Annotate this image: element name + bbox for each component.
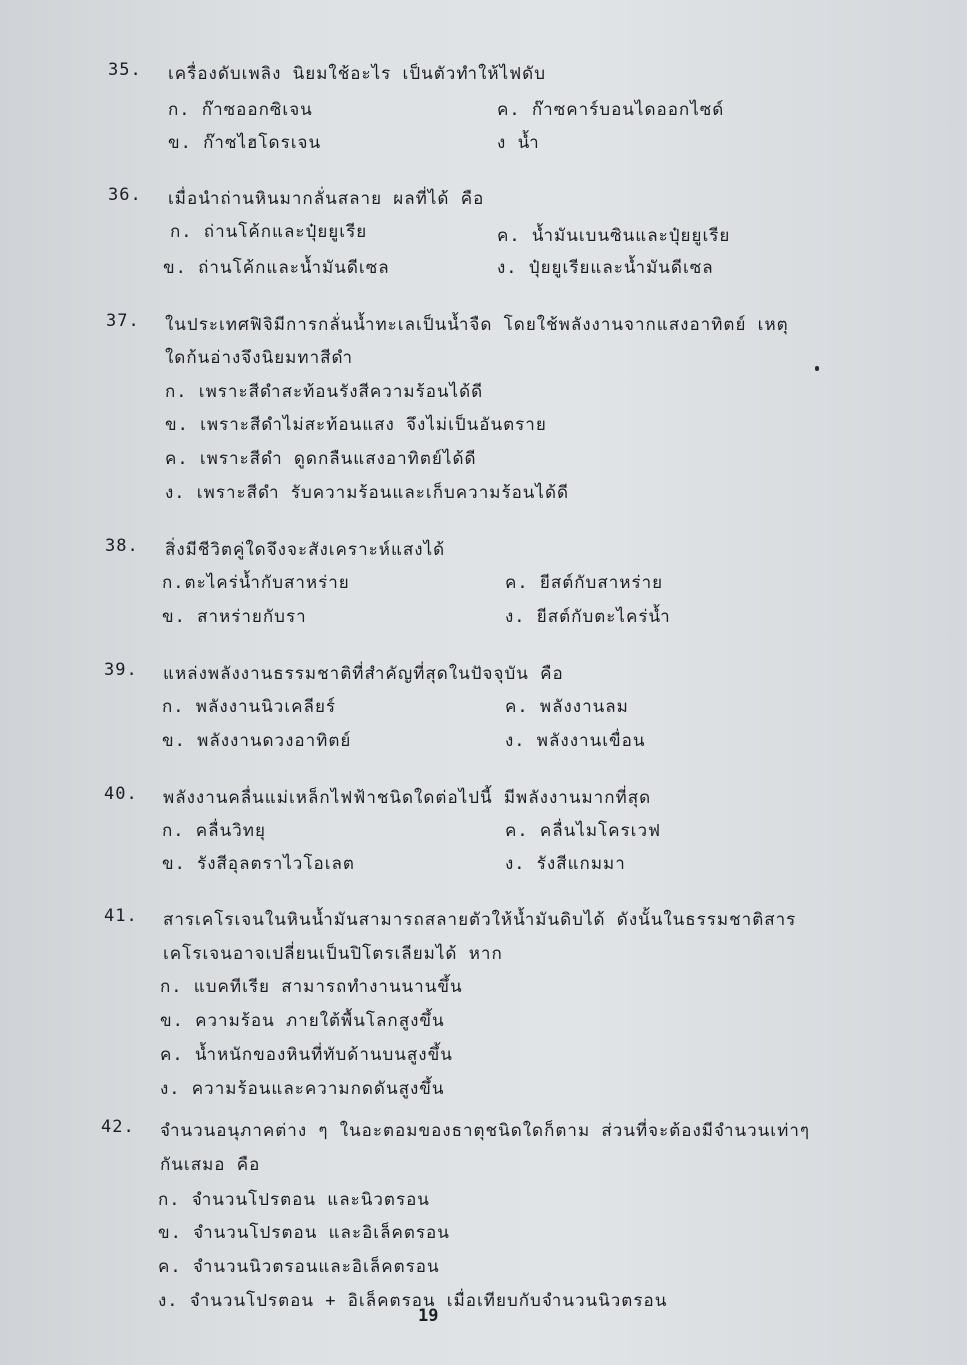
question-number: 37. [106, 311, 140, 331]
option-kho: ข. สาหร่ายกับรา [162, 607, 307, 627]
option-ngo: ง. จำนวนโปรตอน + อิเล็คตรอน เมื่อเทียบกับจำนวนนิวตรอน [158, 1291, 668, 1311]
option-ka: ก.ตะไคร่น้ำกับสาหร่าย [162, 573, 350, 593]
option-kho-khwai: ค. จำนวนนิวตรอนและอิเล็คตรอน [158, 1257, 440, 1277]
question-stem: เมื่อนำถ่านหินมากลั่นสลาย ผลที่ได้ คือ [168, 189, 485, 209]
option-kho-khwai: ค. คลื่นไมโครเวฟ [505, 821, 662, 841]
question-number: 39. [104, 660, 138, 680]
question-number: 35. [108, 60, 142, 80]
option-ngo: ง. ความร้อนและความกดดันสูงขึ้น [160, 1079, 445, 1099]
option-ngo: ง. ยีสต์กับตะไคร่น้ำ [505, 607, 671, 627]
question-number: 36. [108, 185, 142, 205]
question-number: 40. [104, 784, 138, 804]
option-ka: ก. พลังงานนิวเคลียร์ [162, 697, 337, 717]
ink-speck [815, 366, 819, 371]
option-ngo: ง. เพราะสีดำ รับความร้อนและเก็บความร้อนได้ดี [165, 483, 570, 503]
question-stem-line-1: สารเคโรเจนในหินน้ำมันสามารถสลายตัวให้น้ำมันดิบได้ ดังนั้นในธรรมชาติสาร [163, 910, 797, 930]
option-kho-khwai: ค. น้ำหนักของหินที่ทับด้านบนสูงขึ้น [160, 1045, 453, 1065]
question-number: 42. [101, 1117, 135, 1137]
question-stem: สิ่งมีชีวิตคู่ใดจึงจะสังเคราะห์แสงได้ [165, 540, 446, 560]
option-ngo: ง. รังสีแกมมา [505, 854, 626, 874]
option-ka: ก. คลื่นวิทยุ [162, 821, 266, 841]
question-stem-line-2: กันเสมอ คือ [160, 1155, 261, 1175]
question-stem-line-1: ในประเทศฟิจิมีการกลั่นน้ำทะเลเป็นน้ำจืด โดยใช้พลังงานจากแสงอาทิตย์ เหตุ [165, 315, 789, 335]
option-kho-khwai: ค. น้ำมันเบนซินและปุ๋ยยูเรีย [497, 226, 731, 246]
option-kho: ข. ความร้อน ภายใต้พื้นโลกสูงขึ้น [160, 1011, 445, 1031]
option-ngo: ง. พลังงานเขื่อน [505, 731, 646, 751]
option-kho: ข. รังสีอุลตราไวโอเลต [162, 854, 355, 874]
option-ka: ก. ก๊าซออกซิเจน [168, 100, 313, 120]
page-number: 19 [418, 1306, 439, 1326]
option-kho-khwai: ค. พลังงานลม [505, 697, 629, 717]
question-stem-line-1: จำนวนอนุภาคต่าง ๆ ในอะตอมของธาตุชนิดใดก็ตาม ส่วนที่จะต้องมีจำนวนเท่าๆ [160, 1121, 810, 1141]
option-kho-khwai: ค. ก๊าซคาร์บอนไดออกไซด์ [497, 100, 725, 120]
question-stem-line-2: เคโรเจนอาจเปลี่ยนเป็นปิโตรเลียมได้ หาก [163, 944, 503, 964]
question-number: 41. [104, 906, 138, 926]
question-stem: แหล่งพลังงานธรรมชาติที่สำคัญที่สุดในปัจจุบัน คือ [163, 664, 564, 684]
option-ka: ก. จำนวนโปรตอน และนิวตรอน [158, 1190, 430, 1210]
option-kho-khwai: ค. ยีสต์กับสาหร่าย [505, 573, 664, 593]
question-stem-line-2: ใดก้นอ่างจึงนิยมทาสีดำ [165, 348, 354, 368]
option-ngo: ง. ปุ๋ยยูเรียและน้ำมันดีเซล [497, 258, 714, 278]
option-ka: ก. แบคทีเรีย สามารถทำงานนานขึ้น [160, 977, 463, 997]
option-kho: ข. จำนวนโปรตอน และอิเล็คตรอน [158, 1223, 450, 1243]
option-ka: ก. เพราะสีดำสะท้อนรังสีความร้อนได้ดี [165, 382, 484, 402]
option-kho: ข. ถ่านโค้กและน้ำมันดีเซล [163, 258, 390, 278]
option-kho: ข. เพราะสีดำไม่สะท้อนแสง จึงไม่เป็นอันตราย [165, 415, 547, 435]
option-kho: ข. พลังงานดวงอาทิตย์ [162, 731, 352, 751]
question-number: 38. [105, 536, 139, 556]
option-kho-khwai: ค. เพราะสีดำ ดูดกลืนแสงอาทิตย์ได้ดี [165, 449, 477, 469]
option-ngo: ง น้ำ [497, 133, 540, 153]
question-stem: พลังงานคลื่นแม่เหล็กไฟฟ้าชนิดใดต่อไปนี้ มีพลังงานมากที่สุด [163, 788, 652, 808]
option-ka: ก. ถ่านโค้กและปุ๋ยยูเรีย [170, 222, 368, 242]
question-stem: เครื่องดับเพลิง นิยมใช้อะไร เป็นตัวทำให้ไฟดับ [168, 64, 546, 84]
option-kho: ข. ก๊าซไฮโดรเจน [168, 133, 322, 153]
